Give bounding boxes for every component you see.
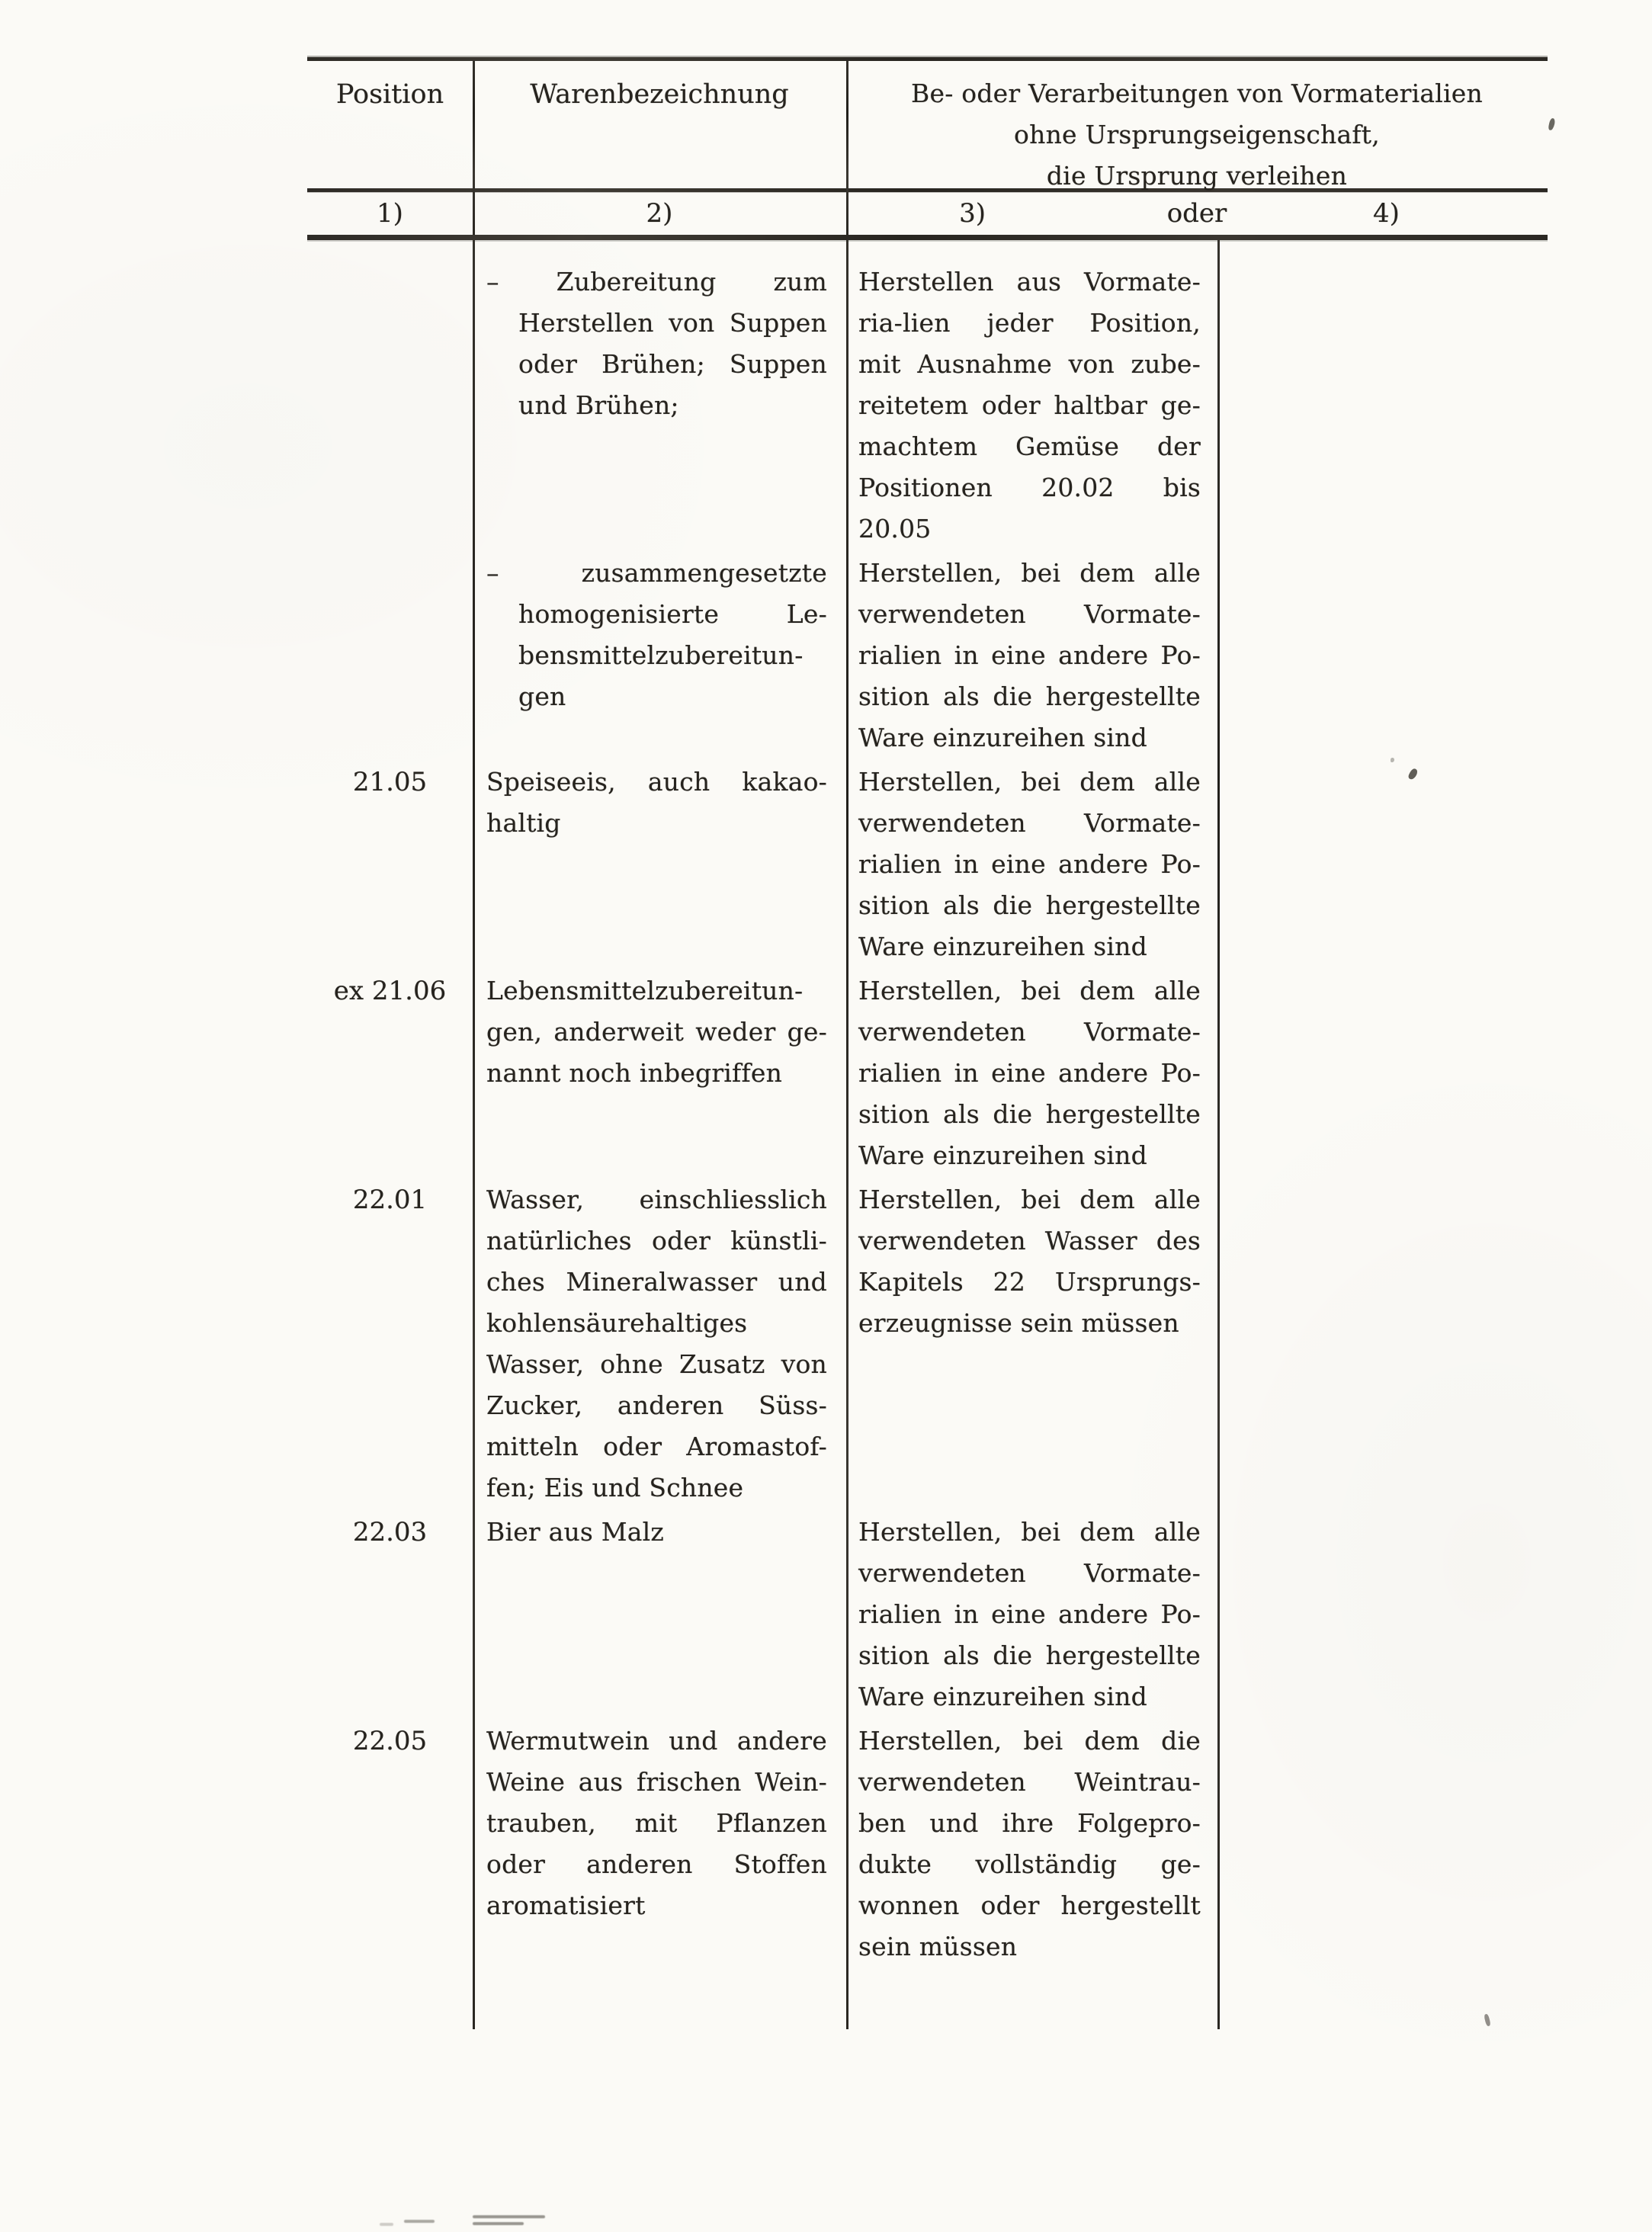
- processing-cell: Herstellen, bei dem alle verwendeten Vormate- rialien in eine andere Po- sition als die hergestellte Ware einzureihen sind: [858, 976, 1201, 1170]
- processing-cell: Herstellen, bei dem alle verwendeten Wasser des Kapitels 22 Ursprungs- erzeugnisse sein müssen: [858, 1185, 1201, 1338]
- scan-smudge: [473, 2215, 545, 2229]
- description-cell: Bier aus Malz: [486, 1517, 664, 1547]
- processing-cell: Herstellen, bei dem die verwendeten Weintrau- ben und ihre Folgepro- dukte vollständig ge- wonnen oder hergestellt sein müssen: [858, 1726, 1201, 1961]
- row-item-group: [473, 553, 1217, 758]
- table-row: [307, 762, 1548, 967]
- row-groups: [473, 261, 1217, 758]
- description-cell: Speiseeis, auch kakao- haltig: [486, 767, 827, 838]
- empty-col4-cell: [1217, 970, 1548, 1176]
- position-cell: 22.01: [352, 1185, 428, 1215]
- column-number-1: 1): [377, 198, 403, 229]
- table-body: [307, 240, 1548, 2029]
- position-cell: ex 21.06: [333, 976, 447, 1006]
- column-number-3: 3): [959, 198, 986, 229]
- column-numbers-3-4: [846, 192, 1548, 235]
- column-numbers-row: [307, 192, 1548, 235]
- description-cell: Wermutwein und andere Weine aus frischen Wein- trauben, mit Pflanzen oder anderen Stoffen aromatisiert: [486, 1726, 827, 1920]
- table-row: [307, 970, 1548, 1176]
- position-cell: 22.03: [352, 1517, 428, 1547]
- processing-cell: Herstellen, bei dem alle verwendeten Vormate- rialien in eine andere Po- sition als die hergestellte Ware einzureihen sind: [858, 558, 1201, 752]
- table-row: [307, 261, 1548, 758]
- scan-smudge: [380, 2223, 393, 2230]
- column-number-oder-label: oder: [1166, 198, 1227, 229]
- header-column-rule-1: [473, 61, 475, 235]
- empty-col4-cell: [1217, 261, 1548, 758]
- row-item-group: [473, 762, 1217, 967]
- row-item-group: [473, 970, 1217, 1176]
- row-groups: [473, 1512, 1217, 1717]
- empty-col4-cell: [1217, 1179, 1548, 1509]
- row-item-group: [473, 1179, 1217, 1509]
- processing-cell: Herstellen, bei dem alle verwendeten Vormate- rialien in eine andere Po- sition als die hergestellte Ware einzureihen sind: [858, 1517, 1201, 1711]
- row-groups: [473, 970, 1217, 1176]
- body-column-rule-3: [1217, 240, 1220, 2029]
- row-item-group: [473, 1512, 1217, 1717]
- table-header-block: [307, 61, 1548, 235]
- row-groups: [473, 1720, 1217, 1967]
- row-groups: [473, 1179, 1217, 1509]
- row-item-group: [473, 261, 1217, 550]
- processing-cell: Herstellen, bei dem alle verwendeten Vormate- rialien in eine andere Po- sition als die hergestellte Ware einzureihen sind: [858, 767, 1201, 961]
- empty-col4-cell: [1217, 1720, 1548, 1967]
- position-cell: [307, 261, 473, 758]
- position-cell: 22.05: [352, 1726, 428, 1756]
- table-row: [307, 1512, 1548, 1717]
- origin-rules-table: [307, 57, 1548, 2029]
- description-cell: – zusammengesetzte homogenisierte Le- bensmittelzubereitun- gen: [486, 558, 827, 711]
- body-column-rule-1: [473, 240, 475, 2029]
- header-column-rule-2: [846, 61, 848, 235]
- empty-col4-cell: [1217, 762, 1548, 967]
- table-header-row: [307, 61, 1548, 191]
- header-position: Position: [335, 79, 444, 110]
- description-cell: Lebensmittelzubereitun- gen, anderweit weder ge- nannt noch inbegriffen: [486, 976, 827, 1088]
- row-item-group: [473, 1720, 1217, 1967]
- processing-cell: Herstellen aus Vormate- ria-lien jeder Position, mit Ausnahme von zube- reitetem oder haltbar ge- machtem Gemüse der Positionen 20.02 bis 20.05: [858, 267, 1201, 544]
- description-cell: Wasser, einschliesslich natürliches oder künstli- ches Mineralwasser und kohlensäurehaltiges Wasser, ohne Zusatz von Zucker, anderen Süss- mitteln oder Aromastof- fen; Eis und Schnee: [486, 1185, 827, 1502]
- column-number-4: 4): [1372, 198, 1400, 229]
- scan-smudge: [404, 2220, 435, 2227]
- header-warenbezeichnung: Warenbezeichnung: [530, 79, 789, 110]
- table-row: [307, 1179, 1548, 1509]
- header-processing: Be- oder Verarbeitungen von Vormaterialien ohne Ursprungseigenschaft, die Ursprung verleihen: [911, 79, 1483, 191]
- table-row: [307, 1720, 1548, 1967]
- scan-speck: [1548, 117, 1555, 130]
- body-column-rule-2: [846, 240, 848, 2029]
- description-cell: – Zubereitung zum Herstellen von Suppen oder Brühen; Suppen und Brühen;: [486, 267, 827, 420]
- column-number-2: 2): [646, 198, 673, 229]
- header-bottom-double-rule: [307, 235, 1548, 240]
- position-cell: 21.05: [352, 767, 428, 797]
- row-groups: [473, 762, 1217, 967]
- empty-col4-cell: [1217, 1512, 1548, 1717]
